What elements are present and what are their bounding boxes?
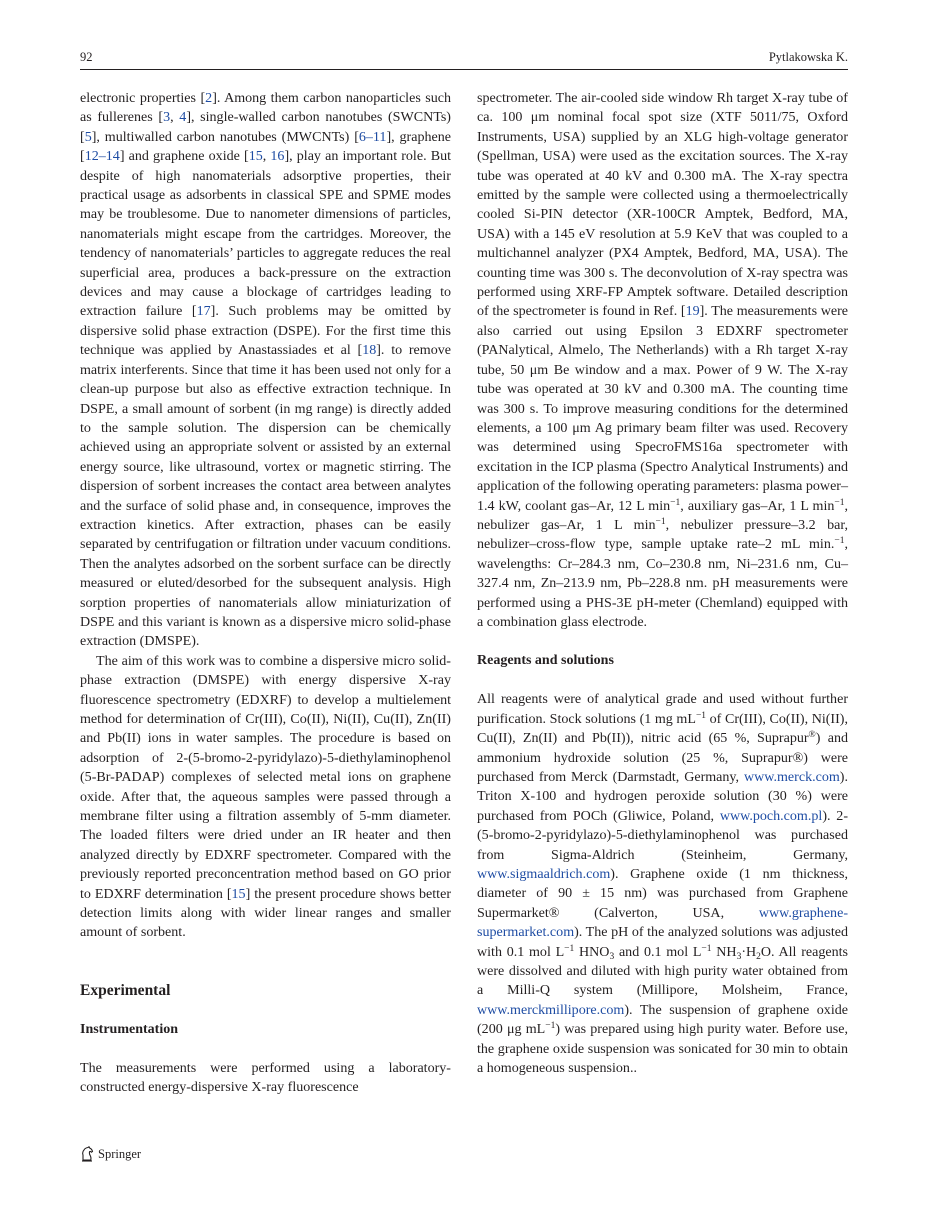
citation-link[interactable]: 6–11: [358, 128, 387, 145]
publisher-name: Springer: [98, 1146, 142, 1161]
text-run: ,: [262, 148, 271, 165]
text-run: , nebulizer gas–Ar, 1 L min: [477, 497, 848, 533]
subscript: 3: [736, 951, 742, 962]
url-link[interactable]: www.merck.com: [743, 769, 840, 785]
section-heading-experimental: Experimental: [80, 981, 171, 999]
superscript: −1: [670, 497, 681, 508]
text-run: ], play an important role. But despite of high nanomaterials adsorptive properties, their practical usage as adsorbents in classical SPE and SPME modes may be troublesome. Due to nanometer dimensions of particles, nanomaterials might escape from the cartridges. Moreover, the tendency of nanomaterials’ particles to aggregate reduces the real superficial area, produces a back-pressure on the extraction devices and may cause a blockage of cartridges leading to extraction failure [: [80, 148, 452, 320]
subscript: 2: [756, 951, 761, 962]
superscript: −1: [701, 943, 712, 954]
citation-link[interactable]: 15: [248, 148, 263, 165]
spacer: [477, 670, 848, 690]
text-run: The measurements were performed using a laboratory-constructed energy-dispersive X-ray fluorescence: [80, 1059, 451, 1096]
text-run: , nebulizer pressure–3.2 bar, nebulizer–cross-flow type, sample uptake rate–2 mL min.: [477, 516, 848, 553]
superscript: −1: [695, 710, 707, 721]
text-run: O. All reagents were dissolved and diluted with high purity water obtained from a Milli-Q system (Millipore, Molsheim, France,: [477, 943, 848, 999]
superscript: −1: [564, 943, 575, 954]
page-number: 92: [80, 50, 93, 64]
text-run: , wavelengths: Cr–284.3 nm, Co–230.8 nm, Ni–231.6 nm, Cu–327.4 nm, Zn–213.9 nm, Pb–228.8 nm. pH measurements were performed using a PHS-3E pH-meter (Chemland) equipped with a combination glass electrode.: [477, 536, 848, 630]
text-run: ]. Such problems may be omitted by dispersive solid phase extraction (DSPE). For the first time this technique was applied by Anastassiades et al [: [80, 303, 452, 359]
header-rule: [80, 69, 848, 70]
spacer: [80, 1039, 451, 1059]
citation-link[interactable]: 4: [179, 109, 187, 126]
paragraph: [80, 89, 451, 652]
running-head-author: Pytlakowska K.: [768, 50, 848, 64]
text-run: spectrometer. The air-cooled side window Rh target X-ray tube of ca. 100 μm nominal focal spot size (XTF 5011/75, Oxford Instruments, USA) supplied by an XLG high-voltage generator (Spellman, USA) were used as the excitation sources. The X-ray tube was operated at 40 kV and 0.300 mA. The X-ray spectra emitted by the sample were collected using a thermoelectrically cooled Si-PIN detector (XR-100CR Amptek, Bedford, MA, USA) with a 145 eV resolution at 5.9 KeV that was coupled to a multichannel analyzer (PX4 Amptek, Bedford, MA, USA). The counting time was 300 s. The deconvolution of X-ray spectra was performed using XRF-FP Amptek software. Detailed description of the spectrometer is found in Ref. [: [477, 90, 848, 320]
text-run: ], graphene [: [80, 128, 451, 165]
subsection-heading-reagents: Reagents and solutions: [477, 653, 614, 669]
citation-link[interactable]: 16: [270, 148, 285, 165]
paragraph: [80, 652, 451, 943]
url-link[interactable]: www.poch.com.pl: [719, 807, 823, 824]
text-run: All reagents were of analytical grade and used without further purification. Stock solutions (1 mg mL: [477, 691, 848, 727]
right-column: [477, 89, 848, 1079]
superscript: −1: [834, 536, 845, 547]
citation-link[interactable]: 19: [685, 303, 700, 320]
text-run: ] and graphene oxide [: [119, 148, 249, 165]
superscript: ®: [808, 730, 816, 741]
text-run: HNO: [574, 943, 610, 960]
text-run: ). Graphene oxide (1 nm thickness, diameter of 90 ± 15 nm) was purchased from Graphene Supermarket® (Calverton, USA,: [477, 866, 848, 921]
text-run: , auxiliary gas–Ar, 1 L min: [680, 497, 835, 514]
left-column: [80, 89, 451, 1098]
spacer: [80, 1000, 451, 1020]
paragraph: [477, 89, 848, 632]
url-link[interactable]: www.graphene-supermarket.com: [477, 904, 848, 941]
subscript: 3: [609, 951, 615, 962]
superscript: −1: [655, 516, 666, 527]
citation-link[interactable]: 18: [362, 342, 377, 359]
citation-link[interactable]: 17: [196, 303, 211, 320]
text-run: ,: [170, 109, 180, 126]
citation-link[interactable]: 5: [84, 128, 92, 145]
text-run: ). The suspension of graphene oxide (200 μg mL: [477, 1001, 848, 1038]
text-run: ]. to remove matrix interferents. Since that time it has been used not only for a clean-up purpose but also as effective extraction technique. In DSPE, a small amount of sorbent (in mg range) is directly added to the sample solution. The dispersion can be chemically achieved using an appropriate solvent or assisted by an external energy source, like ultrasound, vortex or magnetic stirring. The dispersion of sorbent increases the contact area between analytes and the surface of solid phase and, in consequence, improves the extraction kinetics. After extraction, phases can be easily separated by centrifugation or filtration under vacuum conditions. Then the analytes adsorbed on the sorbent surface can be directly measured or eluted/desorbed for the subsequent analysis. High sorption properties of nanomaterials allow miniaturization of DSPE and this variant is known as a dispersive micro solid-phase extraction (DMSPE).: [80, 342, 452, 650]
text-run: ). 2-(5-bromo-2-pyridylazo)-5-diethylaminophenol was purchased from Sigma-Aldrich (Steinheim, Germany,: [477, 807, 849, 863]
paragraph: [477, 690, 848, 1078]
superscript: −1: [545, 1021, 556, 1032]
text-run: ·H: [741, 943, 757, 960]
publisher-footer: [80, 1146, 141, 1162]
citation-link[interactable]: 12–14: [84, 148, 120, 165]
url-link[interactable]: www.merckmillipore.com: [477, 1001, 625, 1018]
text-run: ], single-walled carbon nanotubes (SWCNTs) [: [80, 109, 451, 145]
citation-link[interactable]: 3: [163, 109, 171, 126]
url-link[interactable]: www.sigmaaldrich.com: [477, 866, 611, 883]
text-run: electronic properties [: [80, 90, 206, 106]
text-run: ). Triton X-100 and hydrogen peroxide solution (30 %) were purchased from POCh (Gliwice, Poland,: [477, 769, 848, 824]
text-run: ) and ammonium hydroxide solution (25 %, Suprapur®) were purchased from Merck (Darmstadt, Germany,: [477, 730, 848, 785]
spacer: [80, 943, 451, 981]
text-run: ). The pH of the analyzed solutions was adjusted with 0.1 mol L: [477, 924, 848, 960]
text-run: and 0.1 mol L: [614, 943, 702, 960]
text-run: ]. The measurements were also carried out using Epsilon 3 EDXRF spectrometer (PANalytical, Almelo, The Netherlands) with a Rh target X-ray tube, 50 μm Be window and a max. Power of 9 W. The X-ray tube was operated at 30 kV and 0.300 mA. The counting time was 300 s. To improve measuring conditions for the determined elements, a 100 μm Ag primary beam filter was used. Recovery was determined using SpecroFMS16a spectrometer with excitation in the ICP plasma (Spectro Analytical Instruments) and application of the following operating parameters: plasma power–1.4 kW, coolant gas–Ar, 12 L min: [477, 303, 849, 514]
citation-link[interactable]: 15: [231, 885, 246, 902]
text-run: ], multiwalled carbon nanotubes (MWCNTs) [: [91, 128, 359, 145]
text-run: ]. Among them carbon nanoparticles such as fullerenes [: [80, 90, 451, 126]
text-run: ] the present procedure shows better detection limits along with wider linear ranges and smaller amount of sorbent.: [80, 885, 451, 941]
text-run: NH: [711, 943, 737, 960]
springer-horse-icon: [80, 1146, 94, 1162]
text-run: of Cr(III), Co(II), Ni(II), Cu(II), Zn(II) and Pb(II)), nitric acid (65 %, Suprapur: [477, 710, 848, 747]
superscript: −1: [834, 497, 845, 508]
citation-link[interactable]: 2: [205, 90, 213, 106]
paragraph: [80, 1059, 451, 1098]
spacer: [477, 632, 848, 651]
text-run: The aim of this work was to combine a dispersive micro solid-phase extraction (DMSPE) with energy dispersive X-ray fluorescence spectrometry (EDXRF) to develop a multielement method for determination of Cr(III), Co(II), Ni(II), Cu(II), Zn(II) and Pb(II) ions in water samples. The procedure is based on adsorption of 2-(5-bromo-2-pyridylazo)-5-diethylaminophenol (5-Br-PADAP) complexes of selected metal ions on graphene oxide. After that, the aqueous samples were passed through a membrane filter using a filtration assembly of 5-mm diameter. The loaded filters were dried under an IR heater and then analyzed directly by EDXRF spectrometer. Compared with the previously reported preconcentration method based on GO prior to EDXRF determination [: [80, 652, 451, 902]
subsection-heading-instrumentation: Instrumentation: [80, 1021, 179, 1037]
text-run: ) was prepared using high purity water. Before use, the graphene oxide suspension was sonicated for 30 min to obtain a homogeneous suspension..: [477, 1021, 848, 1077]
